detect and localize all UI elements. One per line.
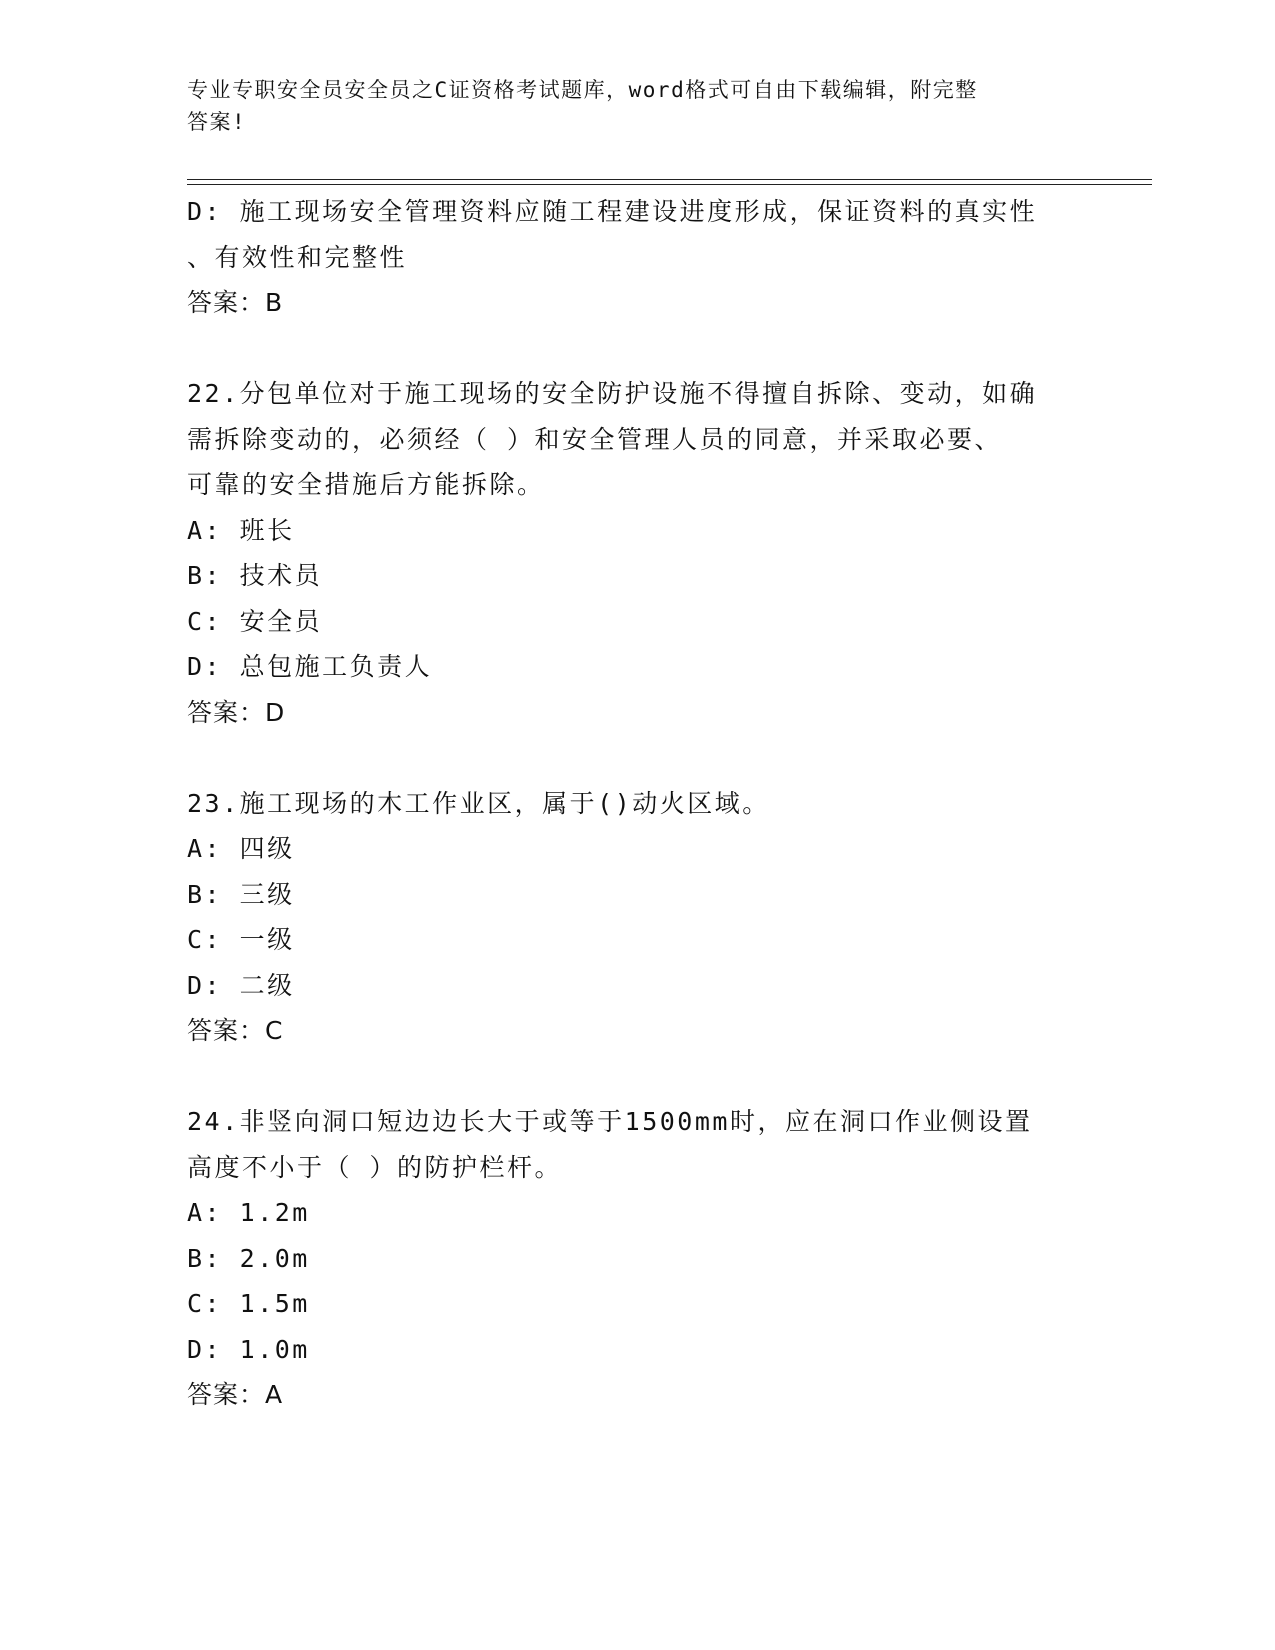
q22-option-d: D: 总包施工负责人 [187, 652, 433, 681]
spacer [187, 735, 1087, 781]
q22-option-a: A: 班长 [187, 515, 295, 545]
document-header [187, 74, 1067, 138]
q24-stem-line-2: 高度不小于（ ）的防护栏杆。 [187, 1152, 563, 1182]
q24-option-c: C: 1.5m [187, 1289, 310, 1318]
q23-answer: 答案：C [187, 1016, 284, 1045]
q24-option-a: A: 1.2m [187, 1198, 310, 1227]
q23-stem-line-1: 23.施工现场的木工作业区，属于()动火区域。 [187, 788, 770, 818]
q24-option-d: D: 1.0m [187, 1334, 310, 1364]
question-content [187, 189, 1087, 1418]
spacer [187, 326, 1087, 372]
q23-option-c: C: 一级 [187, 925, 295, 954]
q22-option-b: B: 技术员 [187, 561, 323, 590]
header-title-line-2: 答案! [187, 110, 247, 134]
q23-option-a: A: 四级 [187, 834, 295, 863]
q22-stem-line-2: 需拆除变动的，必须经（ ）和安全管理人员的同意，并采取必要、 [187, 424, 1003, 454]
q22-option-c: C: 安全员 [187, 606, 323, 636]
header-divider-top [187, 179, 1152, 180]
q23-option-d: D: 二级 [187, 970, 295, 1000]
header-title-line-1: 专业专职安全员安全员之C证资格考试题库，word格式可自由下载编辑，附完整 [187, 78, 978, 102]
q24-stem-line-1: 24.非竖向洞口短边边长大于或等于1500mm时，应在洞口作业侧设置 [187, 1107, 1033, 1136]
q22-stem-line-1: 22.分包单位对于施工现场的安全防护设施不得擅自拆除、变动，如确 [187, 379, 1038, 408]
q22-answer: 答案：D [187, 697, 286, 727]
q24-option-b: B: 2.0m [187, 1243, 310, 1273]
prev-option-d-line-1: D: 施工现场安全管理资料应随工程建设进度形成，保证资料的真实性 [187, 197, 1038, 226]
q23-option-b: B: 三级 [187, 879, 295, 909]
header-divider-bottom [187, 184, 1152, 185]
prev-option-d-line-2: 、有效性和完整性 [187, 242, 408, 272]
q22-stem-line-3: 可靠的安全措施后方能拆除。 [187, 470, 545, 499]
spacer [187, 1054, 1087, 1100]
prev-answer: 答案：B [187, 288, 284, 317]
q24-answer: 答案：A [187, 1380, 284, 1409]
